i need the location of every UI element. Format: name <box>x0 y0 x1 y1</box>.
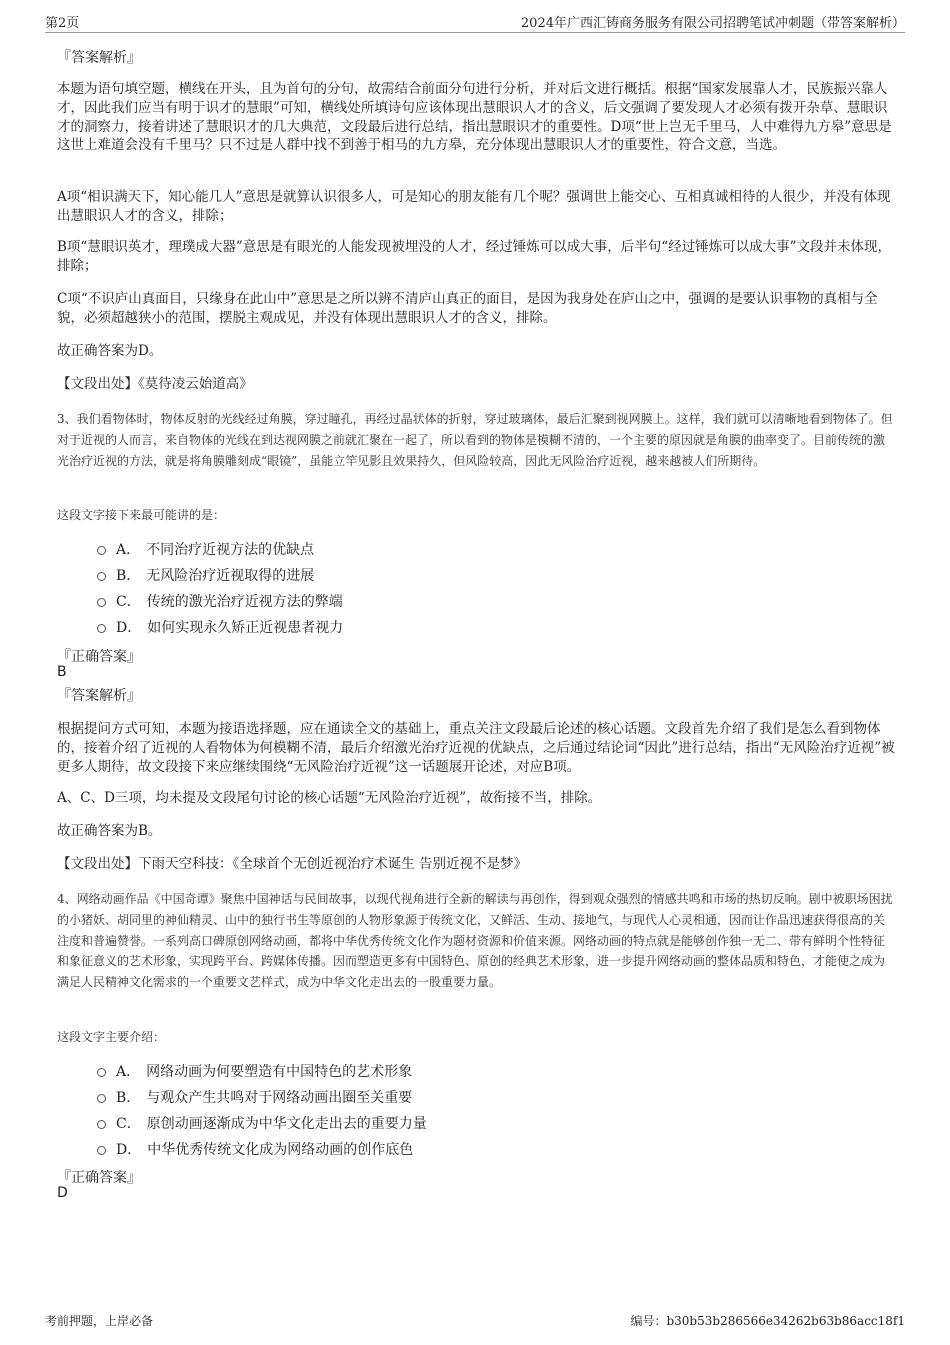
option-text: 传统的激光治疗近视方法的弊端 <box>146 594 343 610</box>
q4-option-b[interactable] <box>97 1087 412 1107</box>
radio-icon[interactable] <box>97 1146 106 1155</box>
q3-prompt: 这段文字接下来最可能讲的是： <box>57 508 226 522</box>
q3-conclusion: 故正确答案为B。 <box>57 823 162 839</box>
q4-passage: 4、网络动画作品《中国奇谭》聚焦中国神话与民间故事，以现代视角进行全新的解读与再创作，得到观众强烈的情感共鸣和市场的热切反响。剧中被职场困扰的小猪妖、胡同里的神仙精灵、山中的独行书生等原创的人物形象源于传统文化，又鲜活、生动、接地气，与现代人心灵相通，因而让作品迅速获得很高的关注度和普遍赞誉。一系列高口碑原创网络动画，都将中华优秀传统文化作为题材资源和价值来源。网络动画的特点就是能够创作独一无二、带有鲜明个性特征和象征意义的艺术形象，实现跨平台、跨媒体传播。因而塑造更多有中国特色、原创的经典艺术形象，进一步提升网络动画的整体品质和特色，才能使之成为满足人民精神文化需求的一个重要文艺样式，成为中华文化走出去的一股重要力量。 <box>57 892 893 990</box>
option-text: 无风险治疗近视取得的进展 <box>146 568 315 584</box>
radio-icon[interactable] <box>97 598 106 607</box>
q2-source: 【文段出处】《莫待凌云始道高》 <box>57 376 253 392</box>
q2-option-c-note: C项“不识庐山真面目，只缘身在此山中”意思是之所以辨不清庐山真正的面目，是因为我身处在庐山之中，强调的是要认识事物的真相与全貌，必须超越狭小的范围，摆脱主观成见，并没有体现出慧眼识人才的含义，排除。 <box>57 291 878 326</box>
footer-serial: 编号：b30b53b286566e34262b63b86acc18f1 <box>630 1314 905 1328</box>
option-letter: D． <box>116 620 142 636</box>
q4-correct-answer: D <box>57 1185 68 1201</box>
page-number: 第2页 <box>45 16 80 31</box>
page-footer <box>45 1312 905 1329</box>
radio-icon[interactable] <box>97 1094 106 1103</box>
option-text: 网络动画为何要塑造有中国特色的艺术形象 <box>146 1064 413 1080</box>
option-text: 中华优秀传统文化成为网络动画的创作底色 <box>147 1142 414 1158</box>
option-text: 与观众产生共鸣对于网络动画出圈至关重要 <box>146 1090 413 1106</box>
option-text: 如何实现永久矫正近视患者视力 <box>147 620 344 636</box>
document-title: 2024年广西汇铸商务服务有限公司招聘笔试冲刺题（带答案解析） <box>520 16 905 31</box>
q3-option-b[interactable] <box>97 565 314 585</box>
q2-analysis-paragraph: 本题为语句填空题，横线在开头，且为首句的分句，故需结合前面分句进行分析，并对后文进行概括。根据“国家发展靠人才，民族振兴靠人才，因此我们应当有明于识才的慧眼”可知，横线处所填诗句应该体现出慧眼识人才的含义，后文强调了要发现人才必须有拨开杂草、慧眼识才的洞察力，接着讲述了慧眼识才的几大典范，文段最后进行总结，指出慧眼识才的重要性。D项“世上岂无千里马，人中难得九方皋”意思是这世上难道会没有千里马？只不过是人群中找不到善于相马的九方皋，充分体现出慧眼识人才的重要性，符合文意，当选。 <box>57 81 892 154</box>
radio-icon[interactable] <box>97 546 106 555</box>
q4-correct-label: 『正确答案』 <box>57 1170 141 1186</box>
option-letter: C． <box>116 594 141 610</box>
q2-option-b-note: B项“慧眼识英才，理璞成大器”意思是有眼光的人能发现被埋没的人才，经过锤炼可以成大事，后半句“经过锤炼可以成大事”文段并未体现，排除； <box>57 239 892 274</box>
option-letter: A． <box>116 542 141 558</box>
option-letter: B． <box>116 568 141 584</box>
option-letter: C． <box>116 1116 141 1132</box>
option-text: 不同治疗近视方法的优缺点 <box>146 542 315 558</box>
q3-correct-answer: B <box>57 664 67 680</box>
radio-icon[interactable] <box>97 1068 106 1077</box>
q4-option-a[interactable] <box>97 1061 412 1081</box>
q2-option-a-note: A项“相识满天下，知心能几人”意思是就算认识很多人，可是知心的朋友能有几个呢？强调世上能交心、互相真诚相待的人很少，并没有体现出慧眼识人才的含义，排除； <box>57 189 891 224</box>
q4-prompt: 这段文字主要介绍： <box>57 1030 166 1044</box>
q4-option-c[interactable] <box>97 1113 427 1133</box>
q2-conclusion: 故正确答案为D。 <box>57 343 163 359</box>
option-letter: A． <box>116 1064 141 1080</box>
option-letter: B． <box>116 1090 141 1106</box>
footer-slogan: 考前押题，上岸必备 <box>45 1314 154 1328</box>
q2-analysis-label: 『答案解析』 <box>57 50 141 66</box>
q3-option-d[interactable] <box>97 617 343 637</box>
q3-option-a[interactable] <box>97 539 314 559</box>
option-text: 原创动画逐渐成为中华文化走出去的重要力量 <box>146 1116 427 1132</box>
q3-passage: 3、我们看物体时，物体反射的光线经过角膜，穿过瞳孔，再经过晶状体的折射，穿过玻璃体，最后汇聚到视网膜上。这样，我们就可以清晰地看到物体了。但对于近视的人而言，来自物体的光线在到达视网膜之前就汇聚在一起了，所以看到的物体是模糊不清的，一个主要的原因就是角膜的曲率变了。目前传统的激光治疗近视的方法，就是将角膜雕刻成“眼镜”，虽能立竿见影且效果持久，但风险较高，因此无风险治疗近视，越来越被人们所期待。 <box>57 412 893 468</box>
option-letter: D． <box>116 1142 142 1158</box>
q3-analysis-paragraph: 根据提问方式可知，本题为接语选择题，应在通读全文的基础上，重点关注文段最后论述的核心话题。文段首先介绍了我们是怎么看到物体的，接着介绍了近视的人看物体为何模糊不清，最后介绍激光治疗近视的优缺点，之后通过结论词“因此”进行总结，指出“无风险治疗近视”被更多人期待，故文段接下来应继续围绕“无风险治疗近视”这一话题展开论述，对应B项。 <box>57 721 895 775</box>
page-header <box>45 12 905 33</box>
q3-source: 【文段出处】下雨天空科技：《全球首个无创近视治疗术诞生 告别近视不是梦》 <box>57 856 528 872</box>
q3-option-c[interactable] <box>97 591 343 611</box>
q3-correct-label: 『正确答案』 <box>57 649 141 665</box>
q3-analysis-label: 『答案解析』 <box>57 688 141 704</box>
radio-icon[interactable] <box>97 1120 106 1129</box>
radio-icon[interactable] <box>97 624 106 633</box>
q3-others-note: A、C、D三项，均未提及文段尾句讨论的核心话题“无风险治疗近视”，故衔接不当，排除。 <box>57 790 602 806</box>
q4-option-d[interactable] <box>97 1139 413 1159</box>
radio-icon[interactable] <box>97 572 106 581</box>
